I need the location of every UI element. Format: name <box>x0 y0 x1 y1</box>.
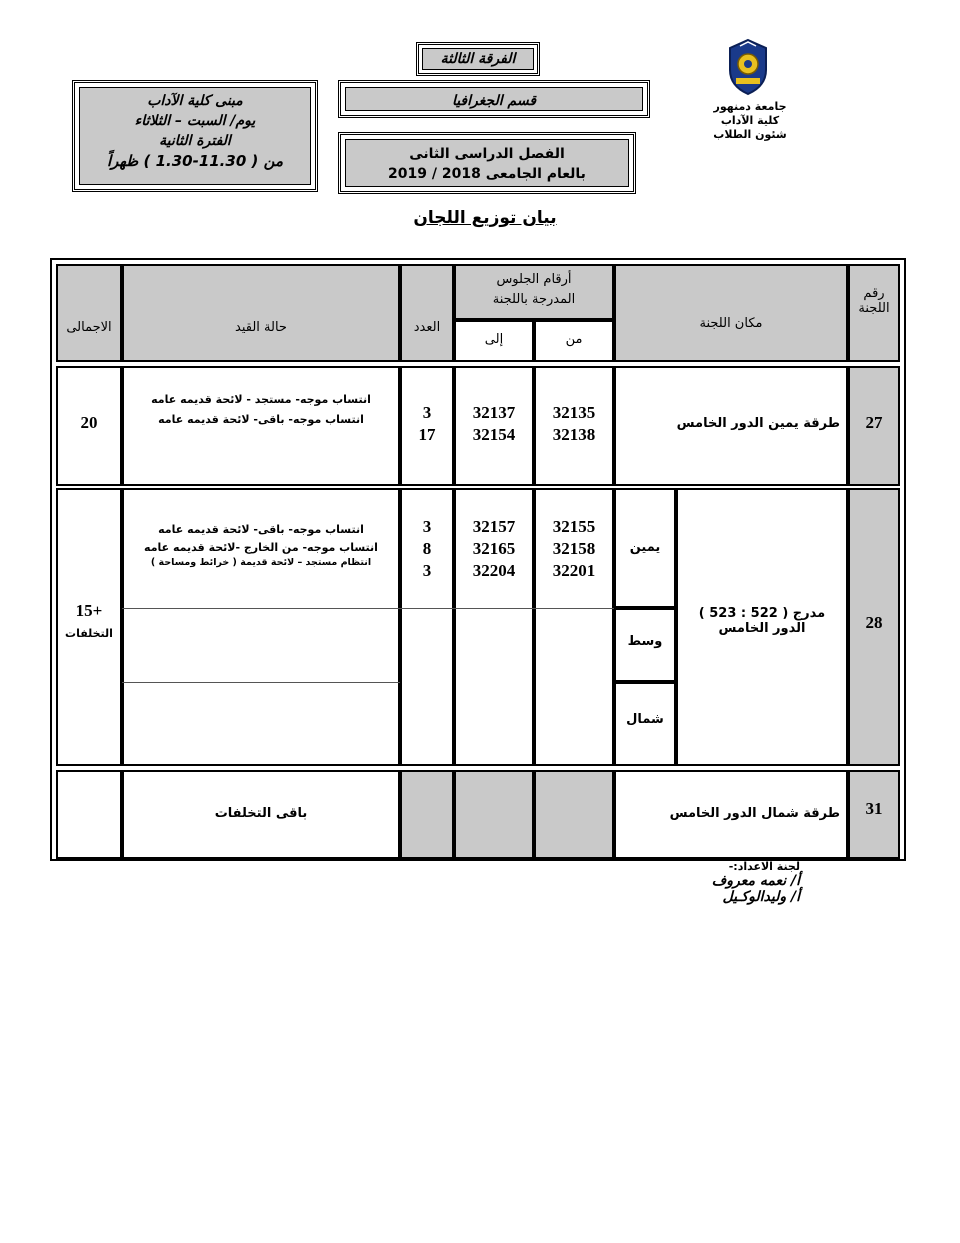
period-label: الفترة الثانية <box>159 133 231 149</box>
row28-status: انتساب موجه- باقى- لائحة قديمه عامه انتساب موجه- من الخارج -لائحة قديمه عامه انتظام مستجد – لائحة قديمة ( خرائط ومساحة ) <box>122 488 400 766</box>
row28-to: 32157 32165 32204 <box>454 488 534 766</box>
row31-count <box>400 770 454 859</box>
university-name: جامعة دمنهور <box>713 100 787 113</box>
committees-table <box>50 258 906 861</box>
row28-divider-2 <box>122 682 400 683</box>
row27-from: 32135 32138 <box>534 366 614 486</box>
faculty-name: كلية الآداب <box>720 114 780 127</box>
row27-total: 20 <box>56 366 122 486</box>
page-title: بيان توزيع اللجان <box>413 208 557 228</box>
days-label: يوم/ السبت – الثلاثاء <box>134 113 256 129</box>
time-label: من ( 11.30-1.30 ) ظهراً <box>106 152 284 170</box>
row28-divider-1 <box>122 608 614 609</box>
header-committee-no: رقم اللجنة <box>848 264 900 362</box>
row31-status: باقى التخلفات <box>122 770 400 859</box>
row28-count: 3 8 3 <box>400 488 454 766</box>
header-count: العدد <box>400 264 454 362</box>
header-committee-place: مكان اللجنة <box>614 264 848 362</box>
department-label: قسم الجغرافيا <box>345 87 643 111</box>
student-affairs: شئون الطلاب <box>713 128 787 141</box>
row31-no: 31 <box>848 770 900 859</box>
preparer-name-1: أ/ نعمه معروف <box>711 873 800 889</box>
header-total: الاجمالى <box>56 264 122 362</box>
row28-no: 28 <box>848 488 900 766</box>
row27-place: طرقة يمين الدور الخامس <box>614 366 848 486</box>
year-group-label: الفرقة الثالثة <box>422 48 534 70</box>
university-block <box>700 100 800 142</box>
row27-no: 27 <box>848 366 900 486</box>
row31-from <box>534 770 614 859</box>
row27-to: 32137 32154 <box>454 366 534 486</box>
header-seat-numbers: أرقام الجلوس المدرجة باللجنة <box>454 264 614 320</box>
row28-side-middle: وسط <box>614 608 676 682</box>
row31-total <box>56 770 122 859</box>
university-crest-icon <box>726 38 770 96</box>
prepared-by-block <box>660 860 800 905</box>
preparer-name-2: أ/ وليدالوكـيل <box>722 889 800 905</box>
row27-count: 3 17 <box>400 366 454 486</box>
building-time-box <box>72 80 318 192</box>
row31-to <box>454 770 534 859</box>
year-group-box <box>416 42 540 76</box>
semester-line-1: الفصل الدراسى الثانى <box>409 146 565 162</box>
row27-status: انتساب موجه- مستجد - لائحة قديمه عامه انتساب موجه- باقى- لائحة قديمه عامه <box>122 366 400 486</box>
row28-side-left: شمال <box>614 682 676 766</box>
row28-side-right: يمين <box>614 488 676 608</box>
header-to: إلى <box>454 320 534 362</box>
department-box <box>338 80 650 118</box>
header-status: حالة القيد <box>122 264 400 362</box>
row31-place: طرقة شمال الدور الخامس <box>614 770 848 859</box>
building-label: مبنى كلية الآداب <box>147 93 243 109</box>
row28-from: 32155 32158 32201 <box>534 488 614 766</box>
row28-total: +15 التخلفات <box>56 488 122 766</box>
semester-box <box>338 132 636 194</box>
header-from: من <box>534 320 614 362</box>
prepared-by-label: لجنة الاعداد:- <box>728 860 800 873</box>
row28-place: مدرج ( 522 : 523 ) الدور الخامس <box>676 488 848 766</box>
semester-line-2: بالعام الجامعى 2018 / 2019 <box>388 166 586 182</box>
